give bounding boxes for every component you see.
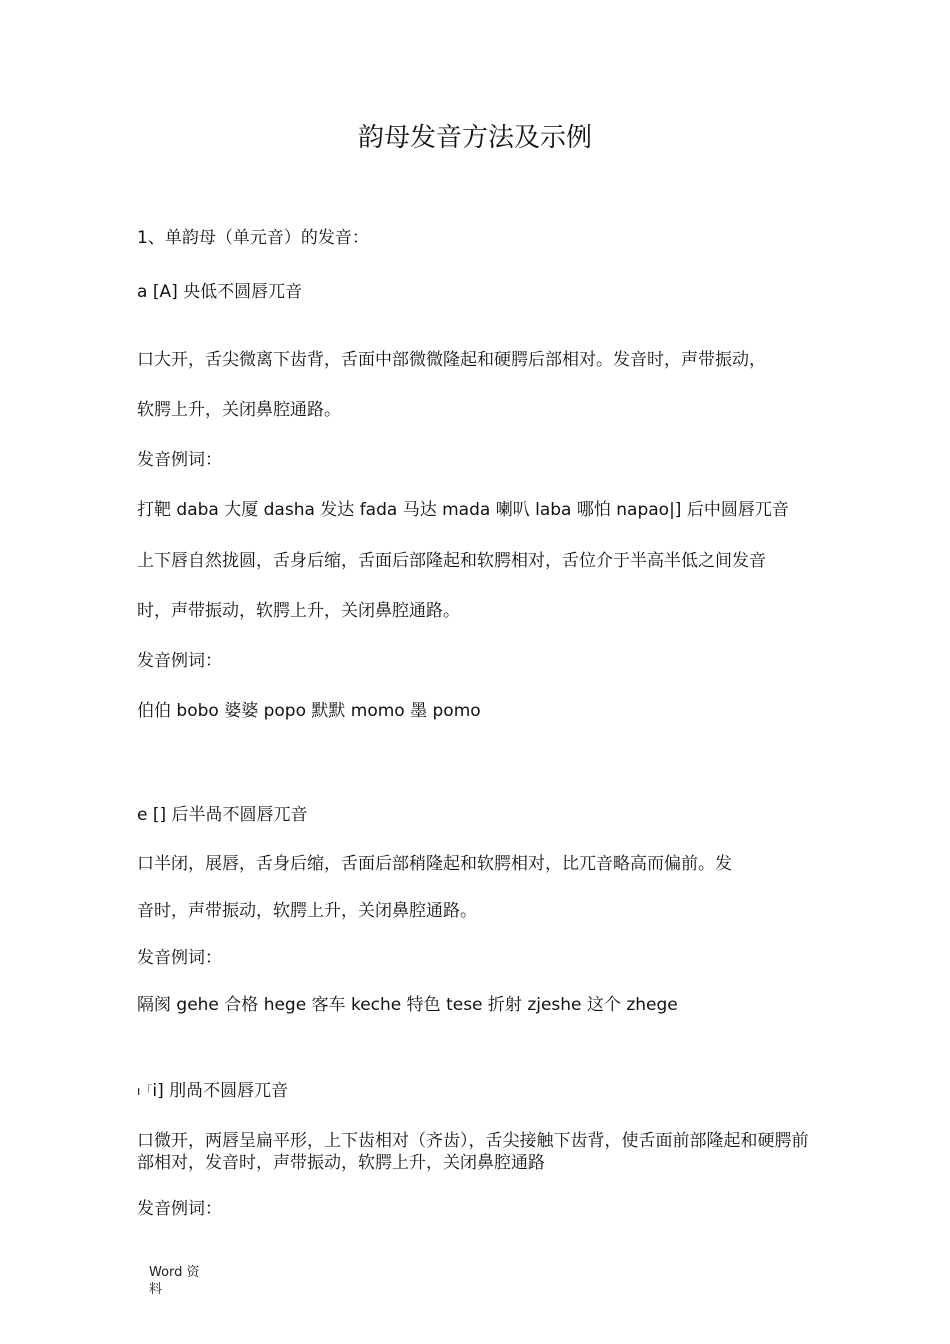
- vowel-e-examples-label: 发音例词：: [137, 948, 222, 968]
- vowel-i-heading: [137, 1078, 827, 1104]
- vowel-i-desc: 口微开，两唇呈扁平形，上下齿相对（齐齿），舌尖接触下齿背，使舌面前部隆起和硬腭前部相对，发音时，声带振动，软腭上升，关闭鼻腔通路: [137, 1131, 809, 1173]
- vowel-a-examples: 打靶 daba 大厦 dasha 发达 fada 马达 mada 喇叭 laba 哪怕 napao|] 后中圆唇兀音: [137, 500, 789, 520]
- vowel-i-heading-mark: ı「: [137, 1084, 153, 1098]
- vowel-a-desc-line1: 口大开，舌尖微离下齿背，舌面中部微微隆起和硬腭后部相对。发音时，声带振动，: [137, 350, 766, 370]
- vowel-i-heading-text: i] 刖咼不圆唇兀音: [152, 1081, 289, 1101]
- vowel-e-desc-line2: 音时，声带振动，软腭上升，关闭鼻腔通路。: [137, 901, 477, 921]
- vowel-o-desc-line2: 时，声带振动，软腭上升，关闭鼻腔通路。: [137, 601, 460, 621]
- vowel-o-examples: 伯伯 bobo 婆婆 popo 默默 momo 墨 pomo: [137, 701, 481, 721]
- vowel-e-heading: e [] 后半咼不圆唇兀音: [137, 805, 308, 825]
- vowel-e-desc-line1: 口半闭，展唇，舌身后缩，舌面后部稍隆起和软腭相对，比兀音略高而偏前。发: [137, 854, 732, 874]
- footer-label: Word 资料: [149, 1265, 200, 1297]
- vowel-e-examples: 隔阂 gehe 合格 hege 客车 keche 特色 tese 折射 zjeshe 这个 zhege: [137, 995, 678, 1015]
- page-title: 韵母发音方法及示例: [357, 123, 592, 153]
- vowel-a-examples-label: 发音例词：: [137, 450, 222, 470]
- vowel-o-desc-line1: 上下唇自然拢圆，舌身后缩，舌面后部隆起和软腭相对，舌位介于半高半低之间发音: [137, 551, 766, 571]
- section-heading: 1、单韵母（单元音）的发音：: [137, 228, 369, 248]
- vowel-a-heading: a [A] 央低不圆唇兀音: [137, 282, 303, 302]
- vowel-a-desc-line2: 软腭上升，关闭鼻腔通路。: [137, 400, 341, 420]
- vowel-o-examples-label: 发音例词：: [137, 651, 222, 671]
- vowel-i-examples-label: 发音例词：: [137, 1199, 222, 1219]
